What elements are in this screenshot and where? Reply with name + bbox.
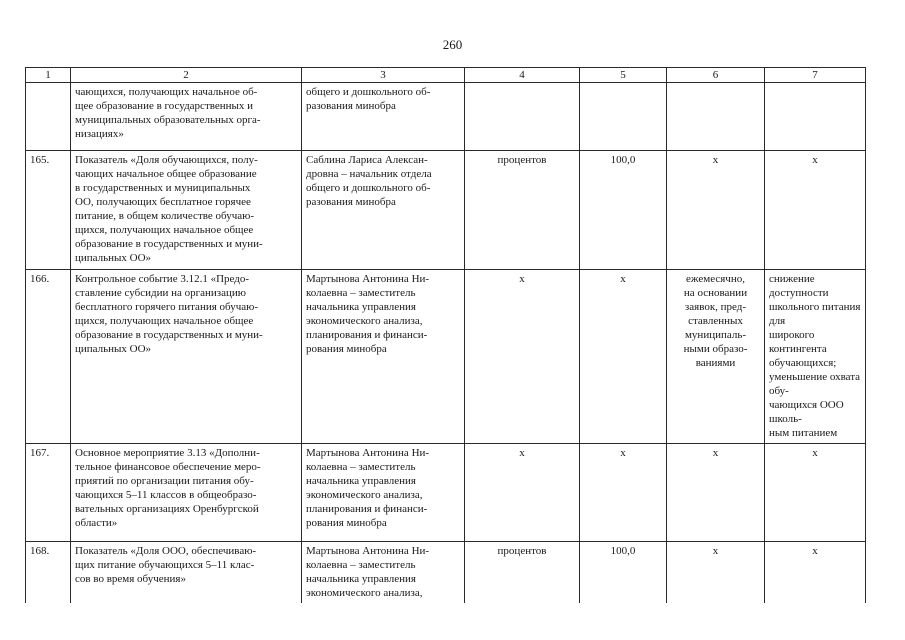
row-name: Контрольное событие 3.12.1 «Предо- ставление субсидии на организацию бесплатного горячего питания обучаю- щихся, получающих начальное общее образование в государственных и муни- ципальных ОО»	[71, 270, 302, 444]
row-note: снижение доступности школьного питания для широкого контингента обучающихся; уменьшение охвата обу- чающихся ООО школь- ным питанием	[765, 270, 866, 444]
row-value: 100,0	[580, 542, 667, 604]
row-name: Основное мероприятие 3.13 «Дополни- тельное финансовое обеспечение меро- приятий по организации питания обу- чающихся 5–11 классов в общеобразо- вательных организациях Оренбургской области»	[71, 444, 302, 542]
row-period	[667, 83, 765, 151]
row-period: x	[667, 151, 765, 270]
row-period: x	[667, 444, 765, 542]
row-name: Показатель «Доля ООО, обеспечиваю- щих питание обучающихся 5–11 клас- сов во время обучения»	[71, 542, 302, 604]
row-period: ежемесячно, на основании заявок, пред- ставленных муниципаль- ными образо- ваниями	[667, 270, 765, 444]
table-row	[26, 270, 866, 444]
column-number-row	[26, 68, 866, 83]
row-unit: процентов	[465, 542, 580, 604]
table-row	[26, 542, 866, 604]
row-value: x	[580, 444, 667, 542]
row-responsible: Саблина Лариса Алексан- дровна – начальник отдела общего и дошкольного об- разования минобра	[302, 151, 465, 270]
page-number: 260	[442, 37, 463, 52]
column-number-7: 7	[765, 68, 866, 83]
row-number: 168.	[26, 542, 71, 604]
table-row	[26, 83, 866, 151]
column-number-1: 1	[26, 68, 71, 83]
row-note: x	[765, 444, 866, 542]
row-note: x	[765, 542, 866, 604]
row-note: x	[765, 151, 866, 270]
row-unit: x	[465, 270, 580, 444]
row-unit	[465, 83, 580, 151]
row-value	[580, 83, 667, 151]
table-row	[26, 151, 866, 270]
column-number-3: 3	[302, 68, 465, 83]
table-row	[26, 444, 866, 542]
row-responsible: Мартынова Антонина Ни- колаевна – заместитель начальника управления экономического анализа, планирования и финанси- рования минобра	[302, 270, 465, 444]
row-unit: x	[465, 444, 580, 542]
row-responsible: общего и дошкольного об- разования минобра	[302, 83, 465, 151]
row-number	[26, 83, 71, 151]
row-responsible: Мартынова Антонина Ни- колаевна – заместитель начальника управления экономического анализа, планирования и финанси- рования минобра	[302, 444, 465, 542]
row-period: x	[667, 542, 765, 604]
row-note	[765, 83, 866, 151]
row-responsible: Мартынова Антонина Ни- колаевна – заместитель начальника управления экономического анализа,	[302, 542, 465, 604]
row-unit: процентов	[465, 151, 580, 270]
column-number-6: 6	[667, 68, 765, 83]
program-table	[25, 67, 866, 603]
row-number: 166.	[26, 270, 71, 444]
row-name: Показатель «Доля обучающихся, полу- чающих начальное общее образование в государственных и муниципальных ОО, получающих бесплатное горячее питание, в общем количестве обучаю- щихся, получающих начальное общее образование в государственных и муни- ципальных ОО»	[71, 151, 302, 270]
column-number-5: 5	[580, 68, 667, 83]
row-number: 167.	[26, 444, 71, 542]
row-name: чающихся, получающих начальное об- щее образование в государственных и муниципальных образовательных орга- низациях»	[71, 83, 302, 151]
row-number: 165.	[26, 151, 71, 270]
row-value: 100,0	[580, 151, 667, 270]
row-value: x	[580, 270, 667, 444]
column-number-4: 4	[465, 68, 580, 83]
column-number-2: 2	[71, 68, 302, 83]
